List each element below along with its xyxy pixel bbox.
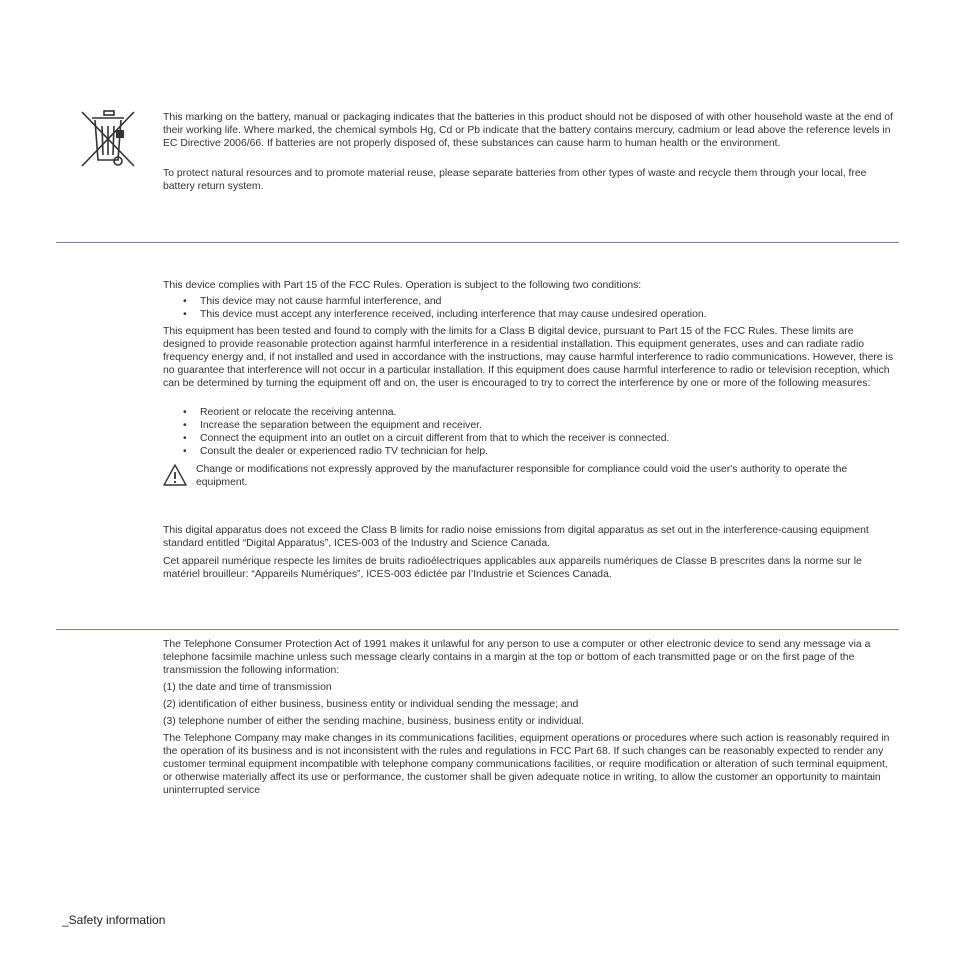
fcc-intro-paragraph: This device complies with Part 15 of the FCC Rules. Operation is subject to the following two conditions: <box>163 280 642 291</box>
warning-triangle-icon <box>163 463 187 487</box>
battery-disposal-paragraph: This marking on the battery, manual or packaging indicates that the batteries in this product should not be disposed of with other household waste at the end of their working life. Where marked, the chemical symbols Hg, Cd or Pb indicate that the battery contains mercury, cadmium or lead above the reference levels in EC Directive 2006/66. If batteries are not properly disposed of, these substances can cause harm to human health or the environment. <box>163 112 893 149</box>
list-item: • Reorient or relocate the receiving antenna. <box>183 406 896 419</box>
tcpa-item-3: (3) telephone number of either the sending machine, business, business entity or individual. <box>163 716 585 727</box>
page-footer-label: _Safety information <box>62 913 166 927</box>
list-item: • Connect the equipment into an outlet on a circuit different from that to which the receiver is connected. <box>183 432 896 445</box>
telephone-company-paragraph: The Telephone Company may make changes in its communications facilities, equipment operations or procedures where such action is reasonably required in the operation of its business and is not inconsistent with the rules and regulations in FCC Part 68. If such changes can be reasonably expected to render any customer terminal equipment incompatible with telephone company communications facilities, or require modification or alteration of such terminal equipment, or otherwise materially affect its use or performance, the customer shall be given adequate notice in writing, to allow the customer an opportunity to maintain uninterrupted service <box>163 733 890 796</box>
section-divider <box>56 242 899 243</box>
tcpa-item-2: (2) identification of either business, business entity or individual sending the message; and <box>163 699 579 710</box>
fcc-conditions-list <box>183 295 896 321</box>
crossed-out-bin-icon <box>78 108 138 170</box>
tcpa-intro-paragraph: The Telephone Consumer Protection Act of 1991 makes it unlawful for any person to use a computer or other electronic device to send any message via a telephone facsimile machine unless such message clearly contains in a margin at the top or bottom of each transmitted page or on the first page of the transmission the following information: <box>163 639 871 676</box>
list-item: • Consult the dealer or experienced radio TV technician for help. <box>183 445 896 458</box>
tcpa-item-1: (1) the date and time of transmission <box>163 682 332 693</box>
canada-english-paragraph: This digital apparatus does not exceed the Class B limits for radio noise emissions from digital apparatus as set out in the interference-causing equipment standard entitled “Digital Apparatus”, ICES-003 of the Industry and Science Canada. <box>163 525 869 549</box>
battery-recycle-paragraph: To protect natural resources and to promote material reuse, please separate batteries from other types of waste and recycle them through your local, free battery return system. <box>163 168 867 192</box>
list-item: • Increase the separation between the equipment and receiver. <box>183 419 896 432</box>
fcc-warning-text: Change or modifications not expressly approved by the manufacturer responsible for compliance could void the user's authority to operate the equipment. <box>196 464 848 488</box>
fcc-body-paragraph: This equipment has been tested and found to comply with the limits for a Class B digital device, pursuant to Part 15 of the FCC Rules. These limits are designed to provide reasonable protection against harmful interference in a residential installation. This equipment generates, uses and can radiate radio frequency energy and, if not installed and used in accordance with the instructions, may cause harmful interference to radio communications. However, there is no guarantee that interference will not occur in a particular installation. If this equipment does cause harmful interference to radio or television reception, which can be determined by turning the equipment off and on, the user is encouraged to try to correct the interference by one or more of the following measures: <box>163 326 894 389</box>
list-item: • This device may not cause harmful interference, and <box>183 295 896 308</box>
canada-french-paragraph: Cet appareil numérique respecte les limites de bruits radioélectriques applicables aux appareils numériques de Classe B prescrites dans la norme sur le matériel brouilleur: “Appareils Numériques”, ICES-003 édictée par l’Industrie et Sciences Canada. <box>163 556 862 580</box>
list-item: • This device must accept any interference received, including interference that may cause undesired operation. <box>183 308 896 321</box>
fcc-measures-list <box>183 406 896 458</box>
section-divider <box>56 629 899 630</box>
